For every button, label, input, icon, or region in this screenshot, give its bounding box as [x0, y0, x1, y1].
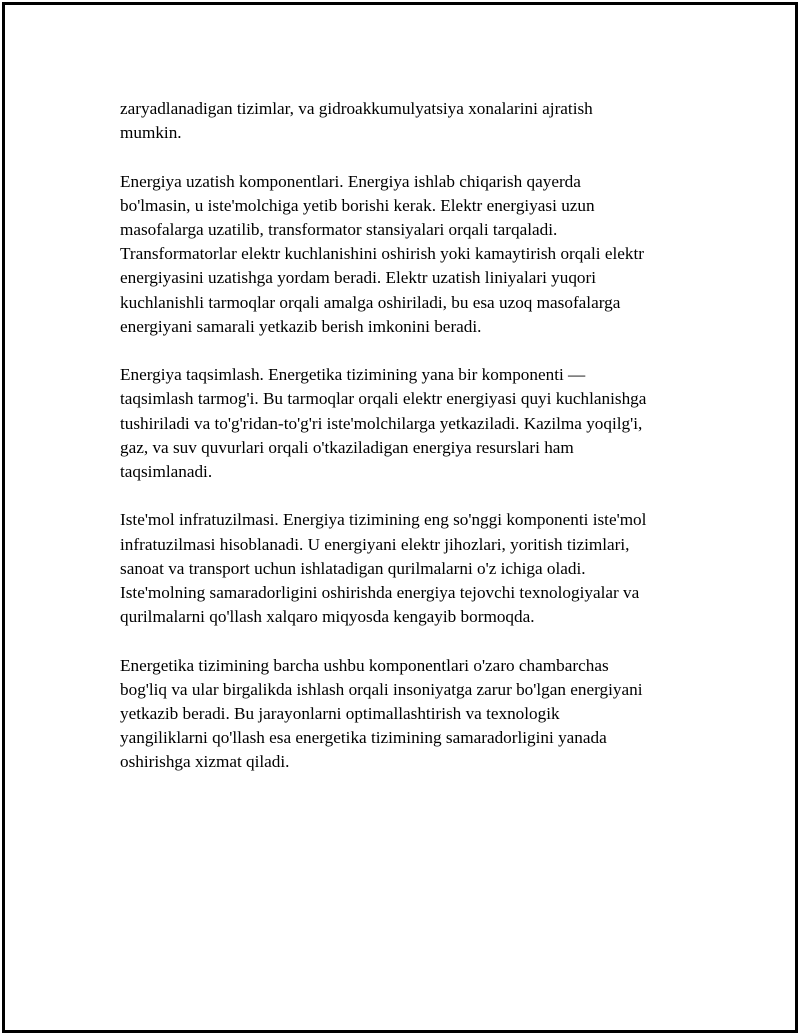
- page-frame: [2, 2, 798, 1033]
- paragraph-energy-distribution: Energiya taqsimlash. Energetika tizimining yana bir komponenti — taqsimlash tarmog'i. Bu tarmoqlar orqali elektr energiyasi quyi kuchlanishga tushiriladi va to'g'ridan-to'g'ri iste'molchilarga yetkaziladi. Kazilma yoqilg'i, gaz, va suv quvurlari orqali o'tkaziladigan energiya resurslari ham taqsimlanadi.: [120, 365, 647, 482]
- paragraph-consumption-infrastructure: Iste'mol infratuzilmasi. Energiya tizimining eng so'nggi komponenti iste'mol infratuzilmasi hisoblanadi. U energiyani elektr jihozlari, yoritish tizimlari, sanoat va transport uchun ishlatadigan qurilmalarni o'z ichiga oladi. Iste'molning samaradorligini oshirishda energiya tejovchi texnologiyalar va qurilmalarni qo'llash xalqaro miqyosda kengayib bormoqda.: [120, 510, 647, 627]
- paragraph-storage-continuation: zaryadlanadigan tizimlar, va gidroakkumulyatsiya xonalarini ajratish mumkin.: [120, 99, 593, 143]
- paragraph-energy-transmission: Energiya uzatish komponentlari. Energiya ishlab chiqarish qayerda bo'lmasin, u iste'molchiga yetib borishi kerak. Elektr energiyasi uzun masofalarga uzatilib, transformator stansiyalari orqali tarqaladi. Transformatorlar elektr kuchlanishini oshirish yoki kamaytirish orqali elektr energiyasini uzatishga yordam beradi. Elektr uzatish liniyalari yuqori kuchlanishli tarmoqlar orqali amalga oshiriladi, bu esa uzoq masofalarga energiyani samarali yetkazib berish imkonini beradi.: [120, 171, 644, 336]
- document-body: [120, 97, 705, 799]
- paragraph-conclusion: Energetika tizimining barcha ushbu komponentlari o'zaro chambarchas bog'liq va ular birgalikda ishlash orqali insoniyatga zarur bo'lgan energiyani yetkazib beradi. Bu jarayonlarni optimallashtirish va texnologik yangiliklarni qo'llash esa energetika tizimining samaradorligini yanada oshirishga xizmat qiladi.: [120, 655, 643, 772]
